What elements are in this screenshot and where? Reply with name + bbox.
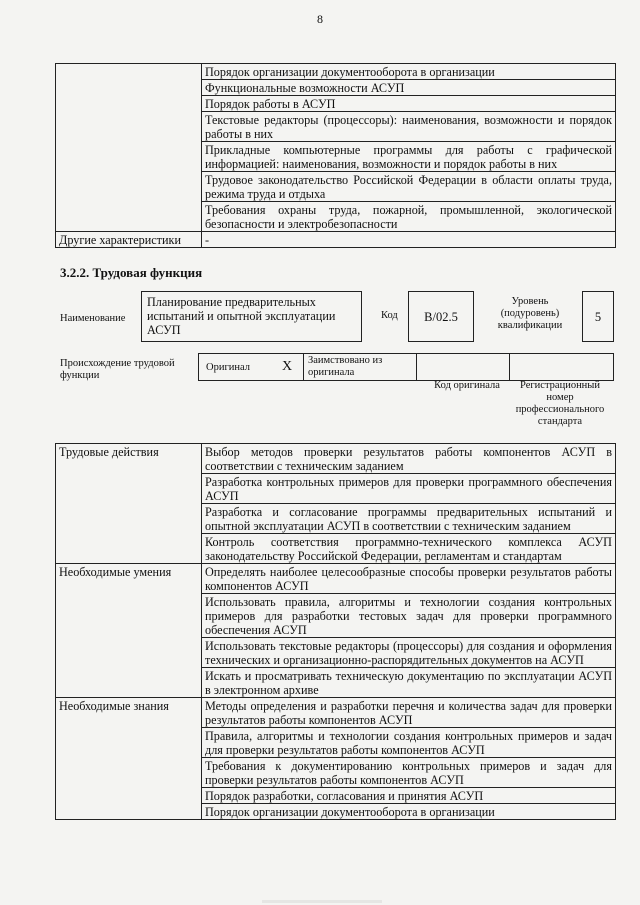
section-label: Необходимые умения — [56, 564, 202, 698]
function-name-box — [141, 291, 362, 342]
function-details-table — [55, 443, 616, 820]
origin-label: Происхождение трудовой функции — [60, 358, 175, 381]
section-item: Порядок разработки, согласования и принятия АСУП — [202, 788, 616, 804]
code-value: B/02.5 — [424, 310, 458, 324]
name-label: Наименование — [60, 313, 126, 324]
other-characteristics-value: - — [202, 232, 616, 248]
borrowed-label: Заимствовано из оригинала — [308, 355, 383, 378]
table-row — [56, 232, 616, 248]
knowledge-item: Функциональные возможности АСУП — [202, 80, 616, 96]
table-row — [56, 64, 616, 80]
top-knowledge-table — [55, 63, 616, 248]
function-name-value: Планирование предварительных испытаний и опытной эксплуатации АСУП — [147, 295, 336, 337]
section-item: Требования к документированию контрольных примеров и задач для проверки результатов работы компонентов АСУП — [202, 758, 616, 788]
origin-divider — [416, 354, 417, 380]
page-number: 8 — [317, 12, 323, 26]
level-value: 5 — [594, 310, 602, 324]
original-label: Оригинал — [206, 362, 250, 373]
knowledge-item: Текстовые редакторы (процессоры): наименования, возможности и порядок работы в них — [202, 112, 616, 142]
knowledge-item: Требования охраны труда, пожарной, промышленной, экологической безопасности и электробезопасности — [202, 202, 616, 232]
code-box — [408, 291, 474, 342]
section-item: Разработка контрольных примеров для проверки программного обеспечения АСУП — [202, 474, 616, 504]
table-row — [56, 698, 616, 728]
section-item: Выбор методов проверки результатов работы компонентов АСУП в соответствии с техническим заданием — [202, 444, 616, 474]
knowledge-item: Порядок организации документооборота в организации — [202, 64, 616, 80]
origin-divider — [509, 354, 510, 380]
origin-divider — [303, 354, 304, 380]
section-label: Необходимые знания — [56, 698, 202, 820]
page-bottom-mark — [262, 900, 382, 903]
section-title: 3.2.2. Трудовая функция — [60, 265, 203, 280]
section-item: Использовать текстовые редакторы (процессоры) для создания и оформления технических и организационно-распорядительных документов на АСУП — [202, 638, 616, 668]
other-characteristics-label: Другие характеристики — [56, 232, 202, 248]
section-item: Искать и просматривать техническую документацию по эксплуатации АСУП в электронном архиве — [202, 668, 616, 698]
reg-number-caption: Регистрационный номер профессионального стандарта — [515, 380, 605, 427]
code-original-caption: Код оригинала — [434, 380, 500, 391]
level-label: Уровень (подуровень) квалификации — [497, 296, 563, 331]
knowledge-item: Прикладные компьютерные программы для работы с графической информацией: наименования, возможности и порядок работы в них — [202, 142, 616, 172]
section-label: Трудовые действия — [56, 444, 202, 564]
section-item: Порядок организации документооборота в организации — [202, 804, 616, 820]
table-row — [56, 444, 616, 474]
section-item: Разработка и согласование программы предварительных испытаний и опытной эксплуатации АСУП в соответствии с техническим заданием — [202, 504, 616, 534]
section-item: Контроль соответствия программно-технического комплекса АСУП законодательству Российской Федерации, регламентам и стандартам — [202, 534, 616, 564]
section-item: Определять наиболее целесообразные способы проверки результатов работы компонентов АСУП — [202, 564, 616, 594]
original-mark: X — [282, 359, 293, 374]
knowledge-item: Трудовое законодательство Российской Федерации в области оплаты труда, режима труда и отдыха — [202, 172, 616, 202]
knowledge-item: Порядок работы в АСУП — [202, 96, 616, 112]
section-item: Правила, алгоритмы и технологии создания контрольных примеров и задач для проверки результатов работы компонентов АСУП — [202, 728, 616, 758]
section-item: Использовать правила, алгоритмы и технологии создания контрольных примеров для разработки тестовых задач для проверки программного обеспечения АСУП — [202, 594, 616, 638]
level-box — [582, 291, 614, 342]
section-item: Методы определения и разработки перечня и количества задач для проверки результатов работы компонентов АСУП — [202, 698, 616, 728]
table-row — [56, 564, 616, 594]
code-label: Код — [381, 310, 398, 321]
row-label-empty — [56, 64, 202, 232]
